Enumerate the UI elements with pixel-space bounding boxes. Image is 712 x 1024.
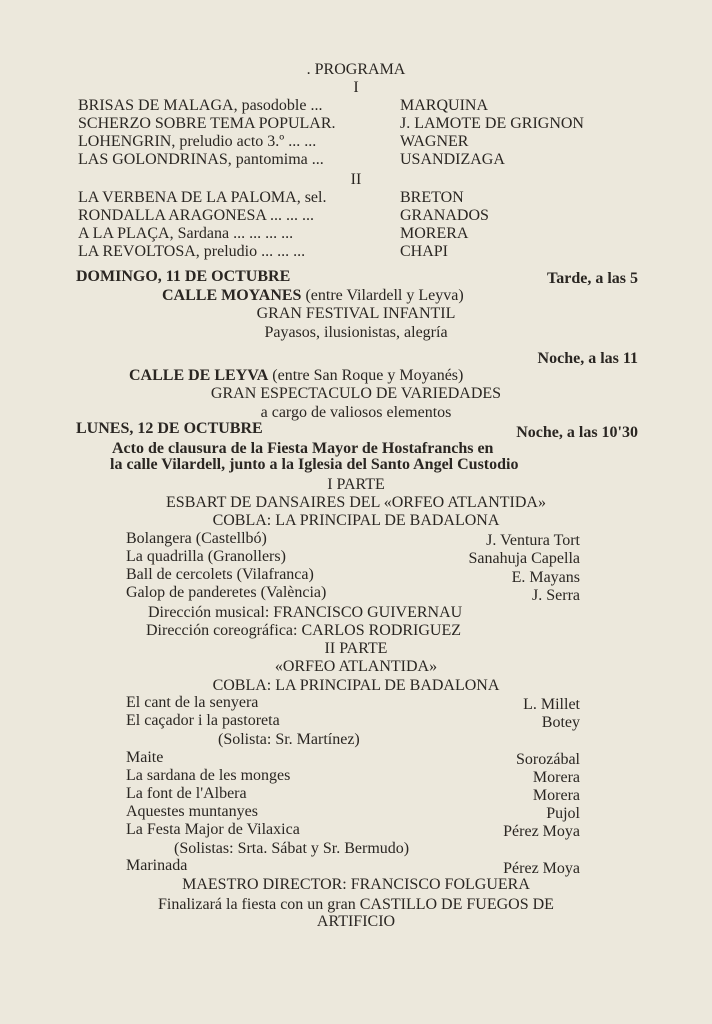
maestro-director: MAESTRO DIRECTOR: FRANCISCO FOLGUERA (182, 876, 530, 893)
sunday-time-night: Noche, a las 11 (537, 350, 638, 367)
program-composer: J. LAMOTE DE GRIGNON (400, 115, 584, 132)
program-piece: LA REVOLTOSA, preludio ... ... ... (78, 243, 306, 260)
street-name: CALLE DE LEYVA (129, 367, 269, 384)
program-piece: RONDALLA ARAGONESA ... ... ... (78, 207, 315, 224)
song-piece: El caçador i la pastoreta (126, 712, 280, 729)
sunday-event-1: GRAN FESTIVAL INFANTIL (256, 305, 456, 322)
dance-composer: E. Mayans (511, 569, 580, 586)
cobla-1: COBLA: LA PRINCIPAL DE BADALONA (212, 512, 500, 529)
program-composer: USANDIZAGA (400, 151, 505, 168)
song-composer: Sorozábal (516, 751, 580, 768)
song-composer: L. Millet (523, 696, 580, 713)
sunday-event-2-desc: a cargo de valiosos elementos (260, 404, 452, 421)
dance-piece: Galop de panderetes (València) (126, 584, 327, 601)
program-composer: CHAPI (400, 243, 449, 260)
program-composer: BRETON (400, 189, 464, 206)
finale-line-2: ARTIFICIO (316, 913, 396, 930)
monday-desc-1: Acto de clausura de la Fiesta Mayor de Hostafranchs en (112, 440, 494, 457)
song-piece: Aquestes muntanyes (126, 803, 258, 820)
monday-desc-2: la calle Vilardell, junto a la Iglesia del Santo Angel Custodio (110, 456, 519, 473)
program-piece: SCHERZO SOBRE TEMA POPULAR. (78, 115, 336, 132)
song-composer: Morera (532, 769, 580, 786)
program-piece: BRISAS DE MALAGA, pasodoble ... (78, 97, 323, 114)
program-piece: A LA PLAÇA, Sardana ... ... ... ... (78, 225, 294, 242)
dance-piece: Ball de cercolets (Vilafranca) (126, 566, 314, 583)
sunday-event-2: GRAN ESPECTACULO DE VARIEDADES (210, 385, 502, 402)
soloist-note-1: (Solista: Sr. Martínez) (218, 731, 360, 748)
dance-composer: Sanahuja Capella (468, 550, 580, 567)
sunday-time-afternoon: Tarde, a las 5 (547, 270, 638, 287)
monday-date: LUNES, 12 DE OCTUBRE (76, 420, 263, 437)
ensemble-2: «ORFEO ATLANTIDA» (274, 658, 438, 675)
dance-piece: La quadrilla (Granollers) (126, 548, 286, 565)
direction-musical: Dirección musical: FRANCISCO GUIVERNAU (148, 604, 463, 621)
program-piece: LOHENGRIN, preludio acto 3.º ... ... (78, 133, 317, 150)
dance-composer: J. Serra (532, 587, 580, 604)
song-composer: Botey (541, 714, 580, 731)
program-piece: LA VERBENA DE LA PALOMA, sel. (78, 189, 327, 206)
sunday-event-1-desc: Payasos, ilusionistas, alegría (264, 324, 448, 341)
song-composer: Pérez Moya (503, 860, 580, 877)
part-title-1: I PARTE (327, 476, 385, 493)
finale-line-1: Finalizará la fiesta con un gran CASTILLO DE FUEGOS DE (158, 896, 554, 913)
program-title: . PROGRAMA (306, 61, 406, 78)
song-piece: Maite (126, 749, 164, 766)
part-title-2: II PARTE (324, 640, 388, 657)
song-piece: Marinada (126, 857, 188, 874)
direction-coreographic: Dirección coreográfica: CARLOS RODRIGUEZ (146, 622, 462, 639)
cobla-2: COBLA: LA PRINCIPAL DE BADALONA (212, 677, 500, 694)
sunday-street-2 (129, 367, 463, 385)
song-composer: Pérez Moya (503, 823, 580, 840)
program-piece: LAS GOLONDRINAS, pantomima ... (78, 151, 324, 168)
song-piece: La Festa Major de Vilaxica (126, 821, 300, 838)
ensemble-1: ESBART DE DANSAIRES DEL «ORFEO ATLANTIDA» (166, 494, 546, 511)
dance-piece: Bolangera (Castellbó) (126, 530, 267, 547)
program-composer: MORERA (400, 225, 469, 242)
song-piece: La sardana de les monges (126, 767, 291, 784)
sunday-street-1 (162, 287, 464, 305)
program-composer: MARQUINA (400, 97, 488, 114)
street-note: (entre San Roque y Moyanés) (272, 367, 464, 384)
part-numeral-2: II (350, 171, 362, 188)
street-name: CALLE MOYANES (162, 287, 302, 304)
street-note: (entre Vilardell y Leyva) (305, 287, 464, 304)
sunday-date: DOMINGO, 11 DE OCTUBRE (76, 268, 291, 285)
dance-composer: J. Ventura Tort (486, 532, 580, 549)
song-piece: La font de l'Albera (126, 785, 247, 802)
song-piece: El cant de la senyera (126, 694, 259, 711)
song-composer: Morera (532, 787, 580, 804)
soloist-note-2: (Solistas: Srta. Sábat y Sr. Bermudo) (174, 840, 410, 857)
part-numeral-1: I (353, 79, 359, 96)
program-composer: GRANADOS (400, 207, 489, 224)
monday-time: Noche, a las 10'30 (516, 424, 638, 441)
song-composer: Pujol (546, 805, 580, 822)
program-composer: WAGNER (400, 133, 469, 150)
